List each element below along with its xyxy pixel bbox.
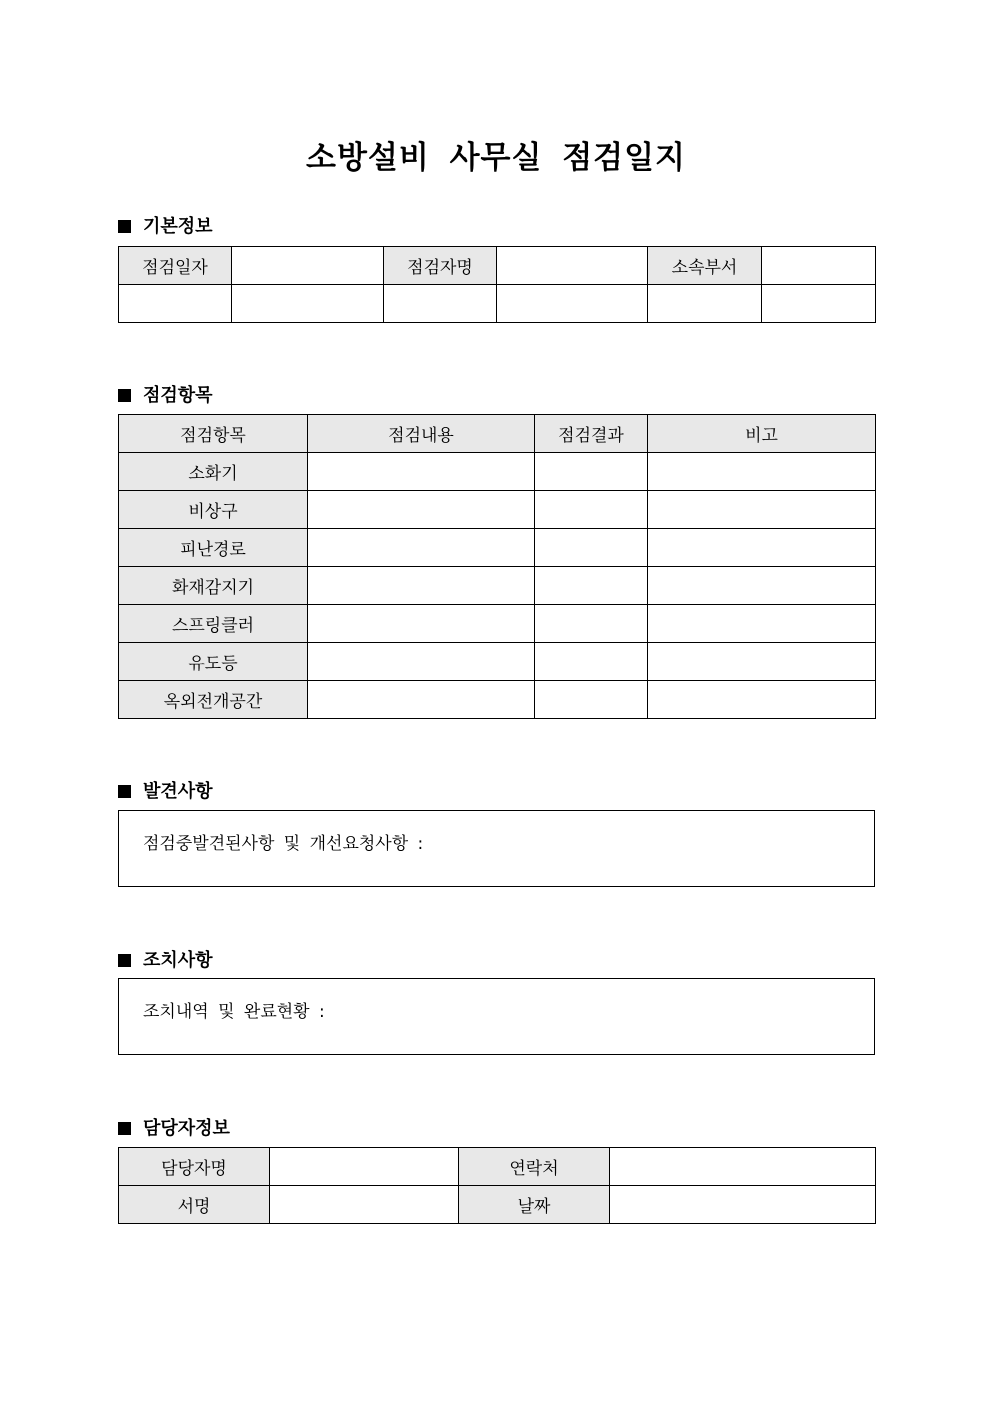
table-header-row	[119, 415, 876, 453]
content-cell[interactable]	[308, 681, 535, 719]
note-cell[interactable]	[648, 491, 876, 529]
content-cell[interactable]	[308, 491, 535, 529]
dept-label: 소속부서	[648, 247, 762, 285]
page-title: 소방설비 사무실 점검일지	[306, 140, 686, 176]
section-heading-items	[118, 381, 213, 407]
basic-info-table	[118, 246, 876, 323]
note-cell[interactable]	[648, 529, 876, 567]
column-header: 비고	[648, 415, 876, 453]
section-title: 기본정보	[143, 216, 213, 237]
table-row	[119, 285, 876, 323]
item-label: 비상구	[119, 491, 308, 529]
findings-label: 점검중발견된사항 및 개선요청사항 :	[143, 834, 424, 854]
signature-field[interactable]	[270, 1186, 459, 1224]
square-bullet-icon	[118, 954, 131, 967]
table-row	[119, 491, 876, 529]
table-row	[119, 247, 876, 285]
manager-name-label: 담당자명	[119, 1148, 270, 1186]
item-label: 소화기	[119, 453, 308, 491]
result-cell[interactable]	[535, 681, 648, 719]
section-heading-findings	[118, 777, 213, 803]
date-label: 점검일자	[119, 247, 232, 285]
content-cell[interactable]	[308, 529, 535, 567]
section-title: 담당자정보	[143, 1118, 230, 1139]
blank-cell[interactable]	[497, 285, 648, 323]
actions-box[interactable]	[118, 978, 875, 1055]
manager-name-field[interactable]	[270, 1148, 459, 1186]
note-cell[interactable]	[648, 681, 876, 719]
result-cell[interactable]	[535, 605, 648, 643]
result-cell[interactable]	[535, 491, 648, 529]
result-cell[interactable]	[535, 643, 648, 681]
content-cell[interactable]	[308, 605, 535, 643]
inspection-items-table	[118, 414, 876, 719]
section-title: 발견사항	[143, 781, 213, 802]
findings-box[interactable]	[118, 810, 875, 887]
square-bullet-icon	[118, 1122, 131, 1135]
table-row	[119, 681, 876, 719]
note-cell[interactable]	[648, 643, 876, 681]
table-row	[119, 529, 876, 567]
date-field[interactable]	[232, 247, 384, 285]
square-bullet-icon	[118, 220, 131, 233]
blank-cell[interactable]	[762, 285, 876, 323]
item-label: 유도등	[119, 643, 308, 681]
section-title: 조치사항	[143, 950, 213, 971]
blank-cell[interactable]	[384, 285, 497, 323]
date-field[interactable]	[610, 1186, 876, 1224]
dept-field[interactable]	[762, 247, 876, 285]
table-row	[119, 605, 876, 643]
contact-field[interactable]	[610, 1148, 876, 1186]
contact-label: 연락처	[459, 1148, 610, 1186]
result-cell[interactable]	[535, 529, 648, 567]
table-row	[119, 643, 876, 681]
table-row	[119, 453, 876, 491]
blank-cell[interactable]	[119, 285, 232, 323]
signature-label: 서명	[119, 1186, 270, 1224]
section-heading-actions	[118, 946, 213, 972]
result-cell[interactable]	[535, 453, 648, 491]
content-cell[interactable]	[308, 453, 535, 491]
note-cell[interactable]	[648, 605, 876, 643]
result-cell[interactable]	[535, 567, 648, 605]
item-label: 피난경로	[119, 529, 308, 567]
column-header: 점검항목	[119, 415, 308, 453]
note-cell[interactable]	[648, 567, 876, 605]
section-heading-basic	[118, 212, 213, 238]
content-cell[interactable]	[308, 643, 535, 681]
section-title: 점검항목	[143, 385, 213, 406]
manager-info-table	[118, 1147, 876, 1224]
table-row	[119, 567, 876, 605]
column-header: 점검결과	[535, 415, 648, 453]
item-label: 화재감지기	[119, 567, 308, 605]
actions-label: 조치내역 및 완료현황 :	[143, 1002, 325, 1022]
square-bullet-icon	[118, 389, 131, 402]
date-label: 날짜	[459, 1186, 610, 1224]
item-label: 옥외전개공간	[119, 681, 308, 719]
table-row	[119, 1148, 876, 1186]
blank-cell[interactable]	[232, 285, 384, 323]
inspector-field[interactable]	[497, 247, 648, 285]
table-row	[119, 1186, 876, 1224]
section-heading-manager	[118, 1114, 230, 1140]
square-bullet-icon	[118, 785, 131, 798]
content-cell[interactable]	[308, 567, 535, 605]
inspector-label: 점검자명	[384, 247, 497, 285]
item-label: 스프링클러	[119, 605, 308, 643]
blank-cell[interactable]	[648, 285, 762, 323]
note-cell[interactable]	[648, 453, 876, 491]
column-header: 점검내용	[308, 415, 535, 453]
